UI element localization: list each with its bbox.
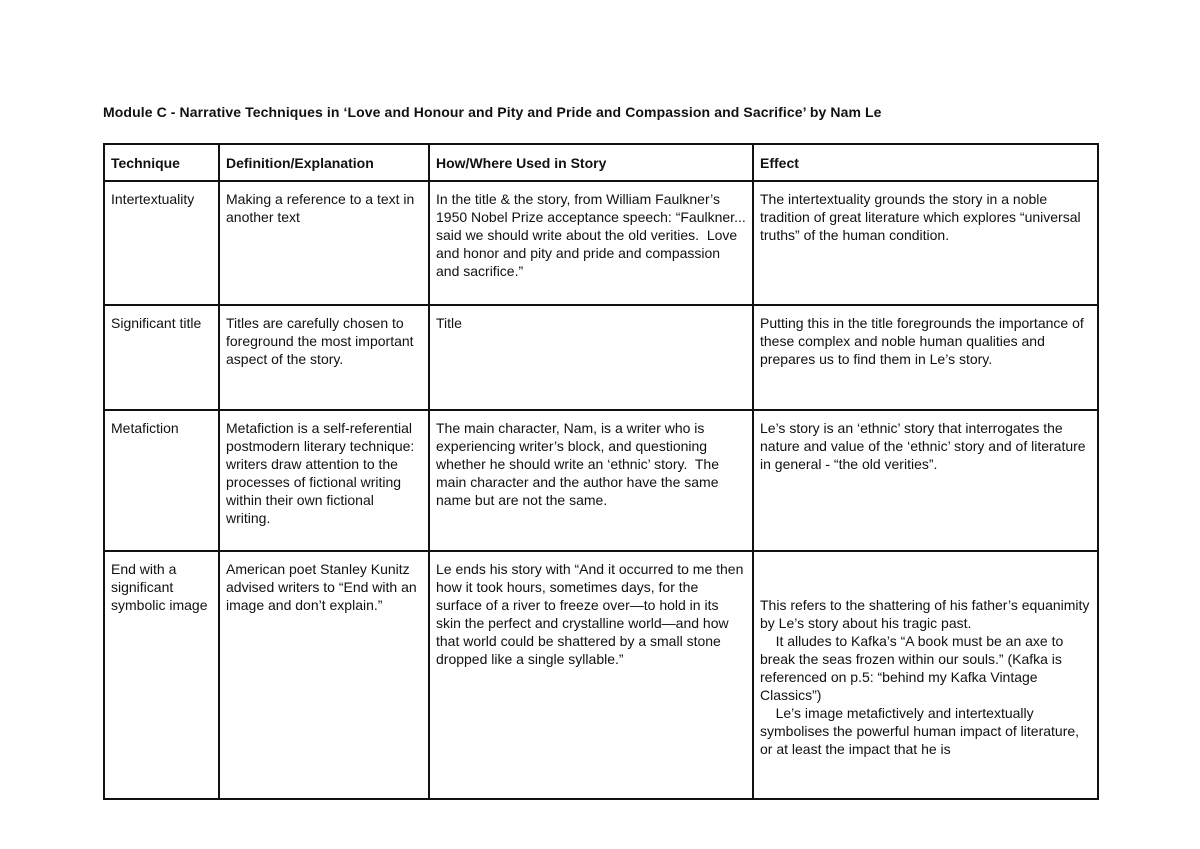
table-row <box>104 551 1098 799</box>
technique-cell: End with a significant symbolic image <box>104 551 219 799</box>
usage-cell: Title <box>429 305 753 410</box>
table-row <box>104 410 1098 551</box>
effect-cell: Putting this in the title foregrounds the importance of these complex and noble human qualities and prepares us to find them in Le’s story. <box>753 305 1098 410</box>
definition-cell: Titles are carefully chosen to foreground the most important aspect of the story. <box>219 305 429 410</box>
definition-cell: Making a reference to a text in another text <box>219 181 429 305</box>
effect-text-clipped: This refers to the shattering of his father’s equanimity by Le’s story about his tragic past. It alludes to Kafka’s “A book must be an axe to break the seas frozen within our souls.” (Kafka is referenced on p.5: “behind my Kafka Vintage Classics”) Le’s image metafictively and intertextually symbolises the powerful human impact of literature, or at least the impact that he is <box>760 597 1090 757</box>
header-definition: Definition/Explanation <box>219 144 429 181</box>
table-header-row <box>104 144 1098 181</box>
effect-cell <box>753 551 1098 799</box>
header-effect: Effect <box>753 144 1098 181</box>
technique-cell: Intertextuality <box>104 181 219 305</box>
header-usage: How/Where Used in Story <box>429 144 753 181</box>
technique-cell: Significant title <box>104 305 219 410</box>
document-title: Module C - Narrative Techniques in ‘Love and Honour and Pity and Pride and Compassion and Sacrifice’ by Nam Le <box>103 104 882 120</box>
technique-cell: Metafiction <box>104 410 219 551</box>
definition-cell: Metafiction is a self-referential postmodern literary technique: writers draw attention to the processes of fictional writing within their own fictional writing. <box>219 410 429 551</box>
header-technique: Technique <box>104 144 219 181</box>
usage-cell: The main character, Nam, is a writer who is experiencing writer’s block, and questioning whether he should write an ‘ethnic’ story. The main character and the author have the same name but are not the same. <box>429 410 753 551</box>
definition-cell: American poet Stanley Kunitz advised writers to “End with an image and don’t explain.” <box>219 551 429 799</box>
usage-cell: In the title & the story, from William Faulkner’s 1950 Nobel Prize acceptance speech: “Faulkner... said we should write about the old verities. Love and honor and pity and pride and compassion and sacrifice.” <box>429 181 753 305</box>
table-row <box>104 305 1098 410</box>
techniques-table <box>103 143 1099 800</box>
effect-cell: The intertextuality grounds the story in a noble tradition of great literature which explores “universal truths” of the human condition. <box>753 181 1098 305</box>
table-row <box>104 181 1098 305</box>
effect-cell: Le’s story is an ‘ethnic’ story that interrogates the nature and value of the ‘ethnic’ story and of literature in general - “the old verities”. <box>753 410 1098 551</box>
usage-cell: Le ends his story with “And it occurred to me then how it took hours, sometimes days, for the surface of a river to freeze over—to hold in its skin the perfect and crystalline world—and how that world could be shattered by a small stone dropped like a single syllable.” <box>429 551 753 799</box>
